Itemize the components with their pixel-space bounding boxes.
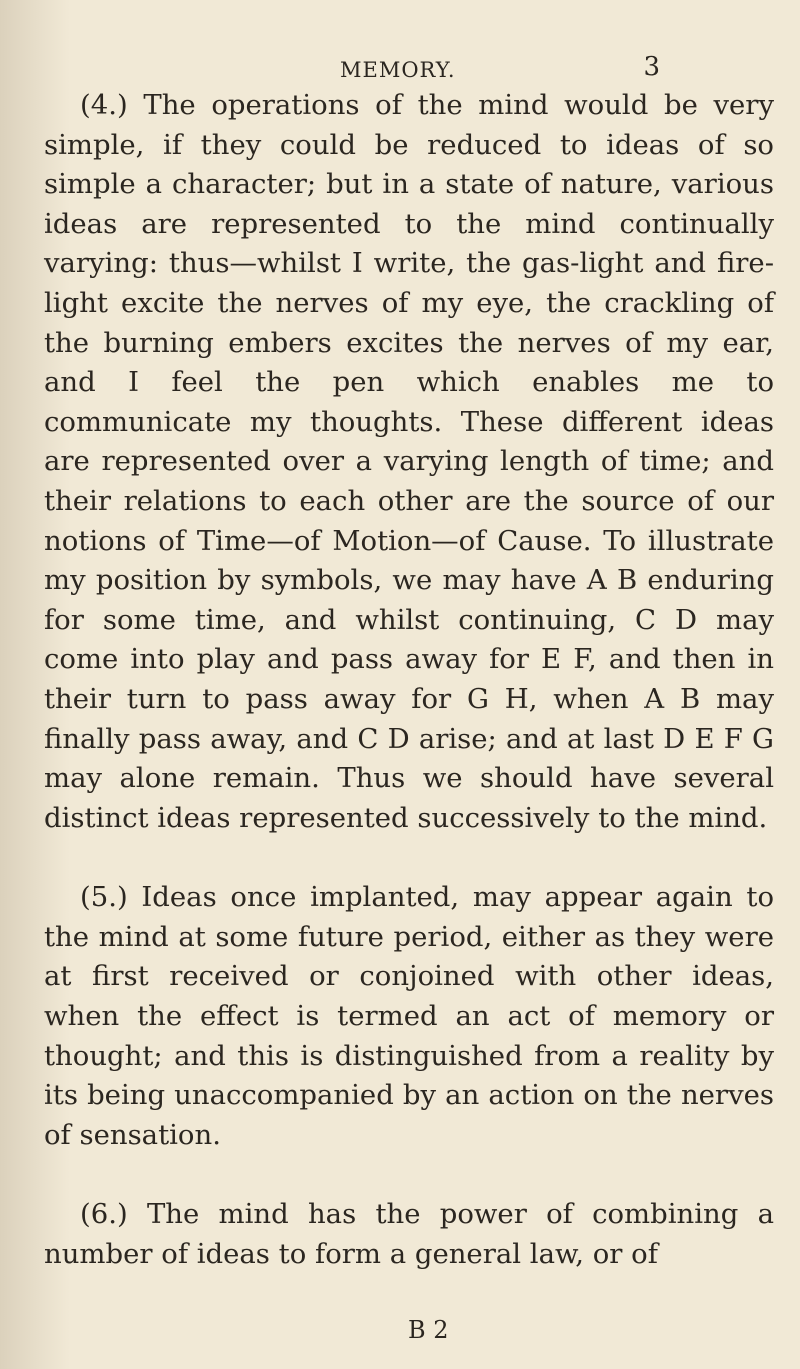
paragraph-4: (4.) The operations of the mind would be very simple, if they could be reduced to ideas of so simple a character; but in a state of nature, various ideas are represented to the mind continually varying: thus—whilst I write, the gas-light and fire-light excite the nerves of my eye, the crackling of the burning embers excites the nerves of my ear, and I feel the pen which enables me to communicate my thoughts. These different ideas are represented over a varying length of time; and their relations to each other are the source of our notions of Time—of Motion—of Cause. To illustrate my position by symbols, we may have A B enduring for some time, and whilst continuing, C D may come into play and pass away for E F, and then in their turn to pass away for G H, when A B may finally pass away, and C D arise; and at last D E F G may alone remain. Thus we should have several distinct ideas represented successively to the mind. (44, 89, 774, 834)
signature-mark: B 2 (408, 1316, 449, 1344)
paragraph-6: (6.) The mind has the power of combining a number of ideas to form a general law, or of (44, 1198, 774, 1271)
page-header (340, 52, 660, 88)
body-text (44, 86, 774, 1275)
paragraph-5: (5.) Ideas once implanted, may appear again to the mind at some future period, either as they were at first received or conjoined with other ideas, when the effect is termed an act of memory or thought; and this is distinguished from a reality by its being unaccompanied by an action on the nerves of sensation. (44, 881, 774, 1151)
running-head: MEMORY. (340, 58, 456, 82)
page-number: 3 (643, 52, 660, 82)
